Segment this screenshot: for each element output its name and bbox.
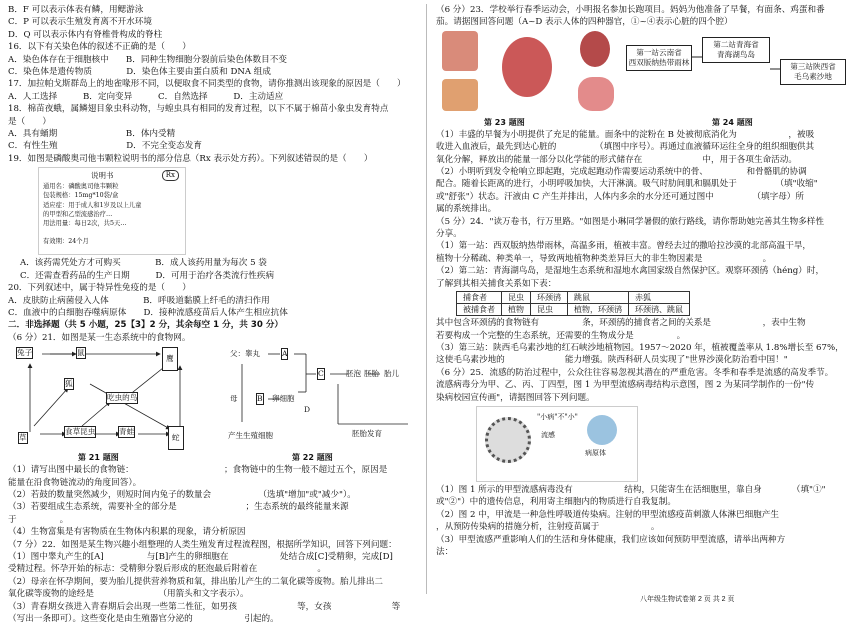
fig24-caption: 第 24 题图 [712,117,753,127]
text-line: A．染色体存在于细胞核中 B．同种生物细胞分裂前后染色体数目不变 [8,54,287,65]
fig22-caption: 第 22 题图 [292,453,333,463]
text-line: （2）若鼓的数量突然减少，则短时间内兔子的数量会 （选填"增加"或"减少"）。 [8,489,356,500]
text-line: （7 分）22．如图是某生物兴趣小组整理的人类生殖发育过程流程图，根据所学知识，回答下列问题： [8,539,397,550]
node-fox: 狐 [65,379,73,389]
gland-label: 产生生殖细胞 [228,431,273,441]
table-cell: 跳鼠 [568,292,629,304]
text-line: A．皮肤防止病菌侵入人体 B．呼吸道黏膜上纤毛的清扫作用 [8,295,270,306]
text-line: 了解到其相关捕食关系如下表： [436,278,557,289]
q23-intro: （6 分）23．学校举行春季运动会，小明报名参加长跑项目。妈妈为他准备了早餐，有面条、鸡蛋和番 [436,5,825,15]
text-line: 染病校园宣传画"，请据图回答下列问题。 [436,392,595,403]
d-label: D [304,405,311,415]
text-line: （3）若要组成生态系统，需要补全的部分是 ；生态系统的最终能量来源 [8,502,349,513]
text-line: A．具有蛹期 B．体内受精 [8,129,176,140]
page-footer: 八年级生物试卷第 2 页 共 2 页 [640,595,735,603]
node-mouse: 鼠 [77,348,85,358]
text-line: 配合。随着长距离的进行，小明呼吸加快，大汗淋漓。吸气时肋间肌和膈肌处于 （填"收缩" [436,179,818,190]
medicine-label [38,167,186,255]
egg-label: 卵细胞 [272,394,295,404]
node-eagle: 鹰 [162,347,178,371]
fig21-caption: 第 21 题图 [78,453,119,463]
text-line: C．还需查看药品的生产日期 D．可用于治疗各类流行性疾病 [20,270,275,281]
table-cell: 植物 [502,304,531,316]
table-cell: 被捕食者 [457,304,502,316]
label-line [43,228,141,237]
column-divider [426,4,427,594]
figure-row-23-24 [436,29,848,129]
heart-image [502,37,552,97]
q21-q22-lines [8,464,418,625]
text-line: （5 分）24．"读万卷书，行万里路。"如图是小琳同学暑假的旅行路线，请你帮助她完善其生物多样性 [436,216,824,227]
node-b: B [257,394,263,404]
text-line: C．有性生殖 D．不完全变态发育 [8,141,202,152]
label-line: 用法用量：每日2次，共5天… [43,220,127,228]
mother-label: 母 [230,394,238,404]
kidney-image [580,31,610,67]
q23-q24-lines [436,129,848,290]
label-lines [43,182,141,246]
left-column [8,4,418,625]
text-line: 是（ ） [8,116,51,127]
text-line: 其中包含环颈鸻的食物链有 条，环颈鸻的捕食者之间的关系是 ，表中生物 [436,318,806,329]
node-rabbit: 兔子 [17,348,33,358]
q19-options [8,257,418,282]
text-line: （1）图 1 所示的甲型流感病毒没有 结构，只能寄生在活细胞里，靠自身 （填"①" [436,484,826,495]
text-line: 流感病毒分为甲、乙、丙、丁四型，图 1 为甲型流感病毒结构示意图，图 2 为某同学制作的一份"传 [436,380,815,391]
q25-lines [436,484,848,558]
text-line: （1）第一站：西双版纳热带雨林，高温多雨，植被丰富。曾经去过的撒哈拉沙漠的北部高温干旱， [436,241,812,252]
text-line: 于 。 [8,514,69,525]
station-1: 第一站云南省 西双版纳热带雨林 [626,45,692,71]
text-line: 分享。 [436,229,462,240]
text-line: （2）第二站：青海湖鸟岛，是湿地生态系统和湿地水禽国家级自然保护区。观察环颈鸻（héng）时， [436,266,825,277]
text-line: 或"舒张"）状态。汗液由 C 产生并排出，人体内多余的水分还可通过图中 （填字母）所 [436,191,804,202]
text-line: D．Q 可以表示体内有脊椎骨构成的脊柱 [8,29,163,40]
text-line: 氧化碳等废物的途经是 （用箭头和文字表示）。 [8,589,249,600]
label-title: 说明书 [91,171,114,181]
poster-title: "小病"不"小" [537,412,578,421]
text-line: （写出一条即可）。这些变化是由生殖器官分泌的 引起的。 [8,614,279,624]
rx-badge: Rx [162,170,179,181]
text-line: （1）丰盛的早餐为小明提供了充足的能量。面条中的淀粉在 B 处被彻底消化为 ，被吸 [436,129,815,140]
figure-row-21-22 [8,344,418,464]
text-line: （3）第三站：陕西毛乌素沙地的红石峡沙地植物园。1957～2020 年，植被覆盖率从 1.8%增长至 67%， [436,342,844,353]
section-2-heading: 二．非选择题（共 5 小题，25【3】2 分，其余每空 1 分，共 30 分） [8,320,284,331]
text-line: 这使毛乌素沙地的 能力增强。陕西科研人员实现了"世界沙漠化防治看中国！" [436,355,788,366]
text-line: （3）青春期女孩进入青春期后会出现一些第二性征，如男孩 等，女孩 等 [8,601,401,612]
label-line: 适应症：用于成人和1岁及以上儿童 [43,201,142,209]
node-bird: 吃虫的鸟 [107,393,138,403]
text-line: A．该药需凭处方才可购买 B．成人该药用量为每次 5 袋 [20,258,267,269]
node-grass: 草 [19,433,27,443]
text-line: B．F 可以表示体表有鳞，用鳃游泳 [8,5,144,15]
fetus-label: 胎儿 [384,369,399,379]
poster-flu: 流感 [541,430,555,439]
q20-block [8,282,418,319]
flu-poster-figure [476,406,638,482]
fig23-caption: 第 23 题图 [484,117,525,127]
fetus-pre-label: 胚胎 [364,369,379,379]
station-3: 第三站陕西省 毛乌素沙地 [780,59,846,85]
text-line: （1）图中睾丸产生的[A] 与[B]产生的卵细胞在 处结合成[C]受精卵，完成[D] [8,551,393,562]
text-line: 法： [436,546,604,557]
human-organs-figure [440,31,618,115]
text-line: C．染色体是遗传物质 D．染色体主要由蛋白质和 DNA 组成 [8,67,271,78]
table-cell: 捕食者 [457,292,502,304]
table-cell: 植物，环颈鸻 [568,304,629,316]
embryo-label: 胚泡 [346,369,361,379]
node-insect: 食草昆虫 [65,427,96,437]
text-line: 属的系统排出。 [436,204,497,215]
table-cell: 环颈鸻、跳鼠 [629,304,690,316]
table-cell: 昆虫 [502,292,531,304]
text-line: C．P 可以表示生殖发育离不开水环境 [8,17,152,28]
poster-pathogen: 病原体 [585,448,606,457]
text-line: 18．棉苗夜蛾，属鳞翅目象虫科动物，与蝗虫具有相同的发育过程，以下不属于棉苗小象虫发育特点 [8,104,389,115]
text-line: 植物十分稀疏、种类单一，导致两地植物种类差异巨大的非生物因素是 。 [436,253,772,264]
q24-q25-lines [436,317,848,404]
reproduction-flowchart [228,344,418,463]
text-line: 或"②"）中的遗传信息，利用寄主细胞内的物质进行自我复制。 [436,497,676,508]
father-label: 父：睾丸 [230,349,260,359]
text-line: （2）小明听到发令枪响立即起跑，完成起跑动作需要运动系统中的骨、 和骨骼肌的协调 [436,167,807,178]
table-row [457,304,690,316]
text-line: 收进入血液后，最先到达心脏的 （填图中序号）。再通过血液循环运往全身的组织细胞供其 [436,142,815,153]
text-line: 能量在沿食物链流动的角度回答）。 [8,477,142,488]
predation-table [456,291,690,316]
label-line: 有效期：24个月 [43,238,89,246]
skin-image [442,79,478,111]
text-line: 20．下列叙述中，属于特异性免疫的是（ ） [8,283,191,294]
label-line: 的甲型和乙型流感治疗… [43,210,113,218]
label-line: 通用名：磷酸奥司他韦颗粒 [43,183,119,191]
intestine-image [578,77,614,111]
virus-image [485,417,531,463]
text-line: （4）生物富集是有害物质在生物体内积累的现象，请分析原因 [8,527,246,538]
travel-route-figure [626,35,848,115]
text-line: （1）请写出图中最长的食物链： ；食物链中的生物一般不超过五个，原因是 [8,465,388,476]
table-cell: 昆虫 [531,304,568,316]
text-line: （6 分）25．流感的防治过程中，公众往往容易忽视其潜在的严重危害。冬季和春季是流感的高发季节。 [436,367,834,378]
table-cell: 环颈鸻 [531,292,568,304]
text-line: 17．加拉帕戈斯群岛上的地雀喙形不同，以便取食不同类型的食物，请你推测出该现象的原因是（ ） [8,79,406,90]
question-lines-15-19 [8,4,418,165]
table-cell: 赤狐 [629,292,690,304]
node-a: A [282,349,288,359]
node-snake: 蛇 [168,426,184,450]
text-line: 19．如图是磷酸奥司他韦颗粒说明书的部分信息（Rx 表示处方药）。下列叙述错误的是（ ） [8,153,373,164]
text-line: 16．以下有关染色体的叙述不正确的是（ ） [8,42,191,53]
text-line: 受精过程。怀孕开始的标志：受精卵分裂后形成的胚泡最后附着在 。 [8,564,326,575]
station-2: 第二站青海省 青海湖鸟岛 [702,37,770,63]
node-c: C [318,369,324,379]
text-line: 氧化分解，释放出的能量一部分以化学能的形式储存在 中，用于各项生命活动。 [436,154,797,165]
text-line: （2）图 2 中，甲流是一种急性呼吸道传染病。注射的甲型流感疫苗刺激人体淋巴细胞产生 [436,509,822,520]
text-line: 若要构成一个完整的生态系统，还需要的生物成分是 。 [436,330,686,341]
right-column [436,4,848,558]
q23-intro-2: 茄。请据图回答问题（A~D 表示人体的四种器官，①~④表示心脏的四个腔） [436,17,733,28]
text-line: C．血液中的白细胞吞噬病原体 D．接种流感疫苗后人体产生相应抗体 [8,307,288,318]
dev-label: 胚胎发育 [352,429,382,439]
text-line: ，从预防传染病的措施分析，注射疫苗属于 。 [436,522,660,533]
label-line: 包装规格：15mg*10袋/盒 [43,192,119,200]
q21-intro: （6 分）21．如图是某一生态系统中的食物网。 [8,332,191,343]
poster-globe [587,415,617,445]
node-frog: 青蛙 [119,427,135,437]
lung-image [442,31,478,71]
table-header-row [457,292,690,304]
text-line: （2）母亲在怀孕期间，要为胎儿提供营养物质和氧，排出胎儿产生的二氧化碳等废物。胎儿排出二 [8,576,384,587]
text-line: （3）甲型流感严重影响人们的生活和身体健康，我们应该如何预防甲型流感，请举出两种方 [436,534,786,545]
text-line: A．人工选择 B．定向变异 C．自然选择 D．主动适应 [8,91,284,102]
